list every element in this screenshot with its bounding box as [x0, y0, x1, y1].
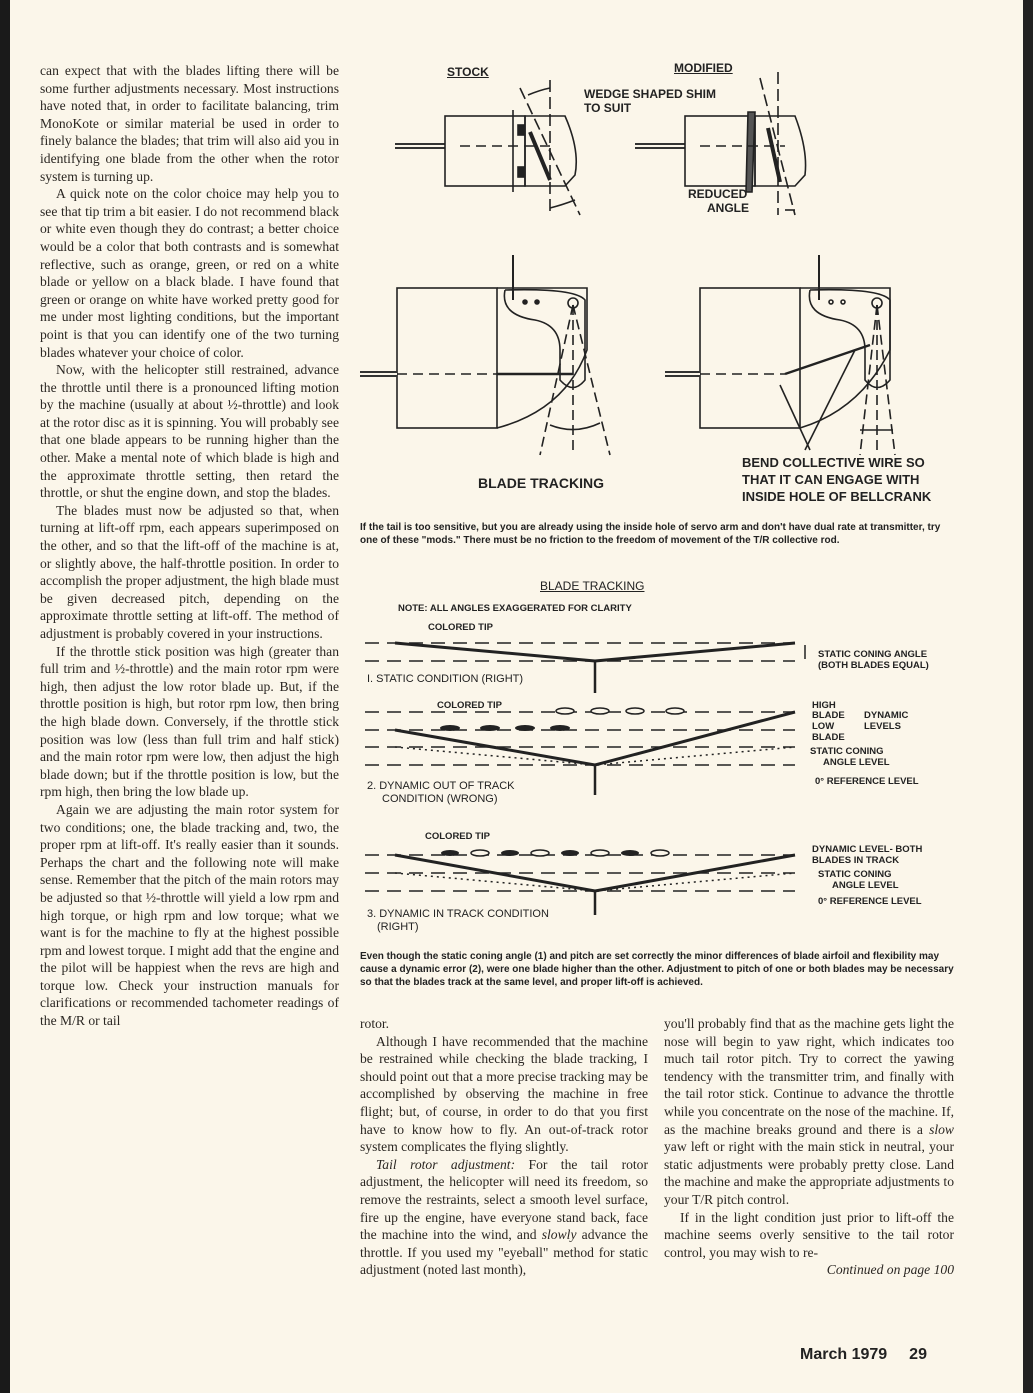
colored-tip-label-2: COLORED TIP: [437, 700, 502, 711]
static-level-label-2: ANGLE LEVEL: [823, 757, 890, 768]
static-level-label-4: ANGLE LEVEL: [832, 880, 899, 891]
both-equal-label: (BOTH BLADES EQUAL): [818, 660, 929, 671]
dynamic-levels-label-2: LEVELS: [864, 721, 901, 732]
page-footer: [800, 1346, 949, 1364]
paragraph: can expect that with the blades lifting there will be some further adjustments necessary. Most instructions have noted that, in order to facilitate balancing, trim MonoKote or similar material be used in order to finely balance the blades; that trim will also aid you in identifying one blade from the other when the rotor system is turning up.: [40, 63, 339, 184]
paragraph: Now, with the helicopter still restrained, advance the throttle until there is a pronounced lifting motion by the machine (usually at about ½-throttle) and look at the rotor disc as it is spinning. You will probably see that one blade appears to be running higher than the other. Make a mental note of which blade is high and the approximate throttle setting, then retard the throttle, or shut the engine down, and stop the blades.: [40, 362, 339, 501]
paragraph: If in the light condition just prior to lift-off the machine seems overly sensitive to the tail rotor control, you may wish to re-: [664, 1209, 954, 1260]
tracking-note: NOTE: ALL ANGLES EXAGGERATED FOR CLARITY: [398, 603, 632, 614]
figure-caption-top: If the tail is too sensitive, but you are already using the inside hole of servo arm and don't have dual rate at transmitter, try one of these "mods." There must be no friction to the freedom of movement of the T/R collective rod.: [360, 522, 941, 546]
high-blade-label-2: BLADE: [812, 710, 845, 721]
condition-1-label: I. STATIC CONDITION (RIGHT): [367, 673, 524, 685]
issue-date: March 1979: [800, 1346, 888, 1363]
paragraph: The blades must now be adjusted so that, when turning at lift-off rpm, each appears superimposed on the other, and so that the lift-off of the machine is at, or slightly above, the half-throttle position. In order to accomplish the proper adjustment, the high blade must be given decreased pitch, depending on the approximate throttle setting at lift-off. The method of adjustment is probably covered in your instructions.: [40, 502, 339, 641]
high-blade-label: HIGH: [812, 700, 836, 711]
bend-note-1: BEND COLLECTIVE WIRE SO: [742, 455, 925, 470]
bellcrank-diagram: [355, 250, 965, 460]
dynamic-both-label: DYNAMIC LEVEL- BOTH: [812, 844, 923, 855]
bend-note-3: INSIDE HOLE OF BELLCRANK: [742, 489, 932, 504]
condition-2-label: 2. DYNAMIC OUT OF TRACK: [367, 780, 515, 792]
page-edge: [1023, 0, 1033, 1393]
paragraph: Although I have recommended that the machine be restrained while checking the blade tracking, I should point out that a more precise tracking may be accomplished by observing the machine in free flight; but, of course, in order to do that you first have to know how to fly. An out-of-track rotor system complicates the flying slightly.: [360, 1033, 648, 1155]
stock-modified-diagram: [380, 60, 820, 230]
condition-3-label: 3. DYNAMIC IN TRACK CONDITION: [367, 908, 549, 920]
reduced-label: REDUCED: [688, 187, 748, 201]
text-column-2: [360, 1015, 648, 1279]
paragraph: rotor.: [360, 1016, 390, 1031]
low-blade-label: LOW: [812, 721, 835, 732]
bend-note-2: THAT IT CAN ENGAGE WITH: [742, 472, 920, 487]
shim-label-2: TO SUIT: [584, 101, 632, 115]
reference-level-label: 0° REFERENCE LEVEL: [815, 776, 919, 787]
tracking-title: BLADE TRACKING: [540, 579, 645, 593]
subhead: Tail rotor adjustment:: [376, 1156, 516, 1172]
dynamic-levels-label: DYNAMIC: [864, 710, 909, 721]
paragraph: you'll probably find that as the machine gets light the nose will begin to yaw right, which indicates too much tail rotor pitch. Try to correct the yawing tendency with the transmitter trim, and finally with the tail rotor stick. Continue to advance the throttle while you concentrate on the nose of the machine. If, as the machine breaks ground and there is a slow yaw left or right with the main stick in neutral, your static adjustments were probably pretty close. Land the machine and make the appropriate adjustments to your T/R pitch control.: [664, 1016, 954, 1207]
page-number: 29: [909, 1346, 927, 1363]
continued-note: Continued on page 100: [826, 1262, 954, 1278]
static-level-label: STATIC CONING: [810, 746, 884, 757]
text-column-1: [40, 62, 339, 1030]
reference-level-label-2: 0° REFERENCE LEVEL: [818, 896, 922, 907]
modified-label: MODIFIED: [674, 61, 733, 75]
blade-tracking-label: BLADE TRACKING: [478, 475, 604, 491]
colored-tip-label-1: COLORED TIP: [428, 622, 493, 633]
dynamic-both-label-2: BLADES IN TRACK: [812, 855, 900, 866]
condition-3-label-2: (RIGHT): [377, 921, 419, 933]
paragraph: If the throttle stick position was high (greater than full trim and ½-throttle) and the main rotor rpm were high, then adjust the low rotor blade up. But, if the throttle position is high, but rotor rpm low, then bring the high blade down. Conversely, if the throttle stick position was low (less than full trim and half stick) and the main rotor rpm were low, then adjust the high blade down; but if the throttle position is low, but the rpm high, then bring the low blade up.: [40, 643, 339, 800]
paragraph: Again we are adjusting the main rotor system for two conditions; one, the blade tracking and, two, the proper rpm at lift-off. It's really easier than it sounds. Perhaps the chart and the following note will make sense. Remember that the pitch of the main rotors may be adjusted so that ½-throttle will yield a low rpm and high torque, or high rpm and low torque; what we want is for the machine to fly at the highest possible rpm and lowest torque. I might add that the engine and the pilot will be happiest when the revs are high and torque low. Check your instruction manuals for clarifications or recommended tachometer readings of the M/R or tail: [40, 801, 339, 1029]
paragraph: A quick note on the color choice may help you to see that tip trim a bit easier. I do not recommend black or white even though they do contrast; a better choice would be a color that both contrasts and is somewhat reflective, such as orange, green, or red on a white blade or yellow on a black blade. I have found that green or orange on white have worked pretty good for me under most lighting conditions, but the important point is that you can identify one of the two turning blades whatever your choice of color.: [40, 186, 339, 360]
text-column-3: [664, 1015, 954, 1279]
paragraph: Tail rotor adjustment: For the tail rotor adjustment, the helicopter will need its freedom, so remove the restraints, select a smooth level surface, fire up the engine, have everyone stand back, face the machine into the wind, and slowly advance the throttle. If you used my "eyeball" method for static adjustment (noted last month),: [360, 1156, 649, 1278]
colored-tip-label-3: COLORED TIP: [425, 831, 490, 842]
figure-caption-tracking: Even though the static coning angle (1) and pitch are set correctly the minor differences of blade airfoil and flexibility may cause a dynamic error (2), were one blade higher than the other. Adjustment to pitch of one or both blades may be necessary so that the blades track at the same level, and proper lift-off is achieved.: [360, 951, 954, 988]
angle-label: ANGLE: [707, 201, 749, 215]
stock-label: STOCK: [447, 65, 489, 79]
static-level-label-3: STATIC CONING: [818, 869, 892, 880]
shim-label: WEDGE SHAPED SHIM: [584, 87, 717, 101]
condition-2-label-2: CONDITION (WRONG): [382, 793, 498, 805]
low-blade-label-2: BLADE: [812, 732, 845, 743]
static-coning-label: STATIC CONING ANGLE: [818, 649, 928, 660]
